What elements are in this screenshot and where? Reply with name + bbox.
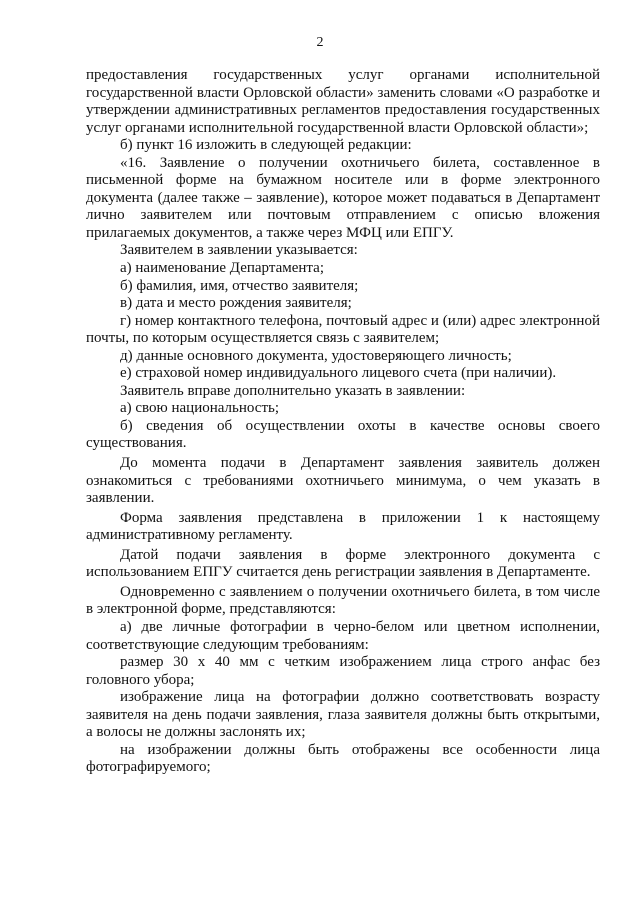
page-number: 2 [316,35,324,50]
list-item-b-hunting-basis: б) сведения об осуществлении охоты в качестве основы своего существования. [86,417,600,452]
list-item-a-department: а) наименование Департамента; [120,260,324,277]
paragraph-application-form: Форма заявления представлена в приложении 1 к настоящему административному регламенту. [86,509,600,544]
paragraph-photo-features: на изображении должны быть отображены все особенности лица фотографируемого; [86,741,600,776]
paragraph-additional-info: Заявитель вправе дополнительно указать в заявлении: [120,382,466,399]
paragraph-item-b-intro: б) пункт 16 изложить в следующей редакции: [120,137,412,154]
paragraph-photo-size: размер 30 х 40 мм с четким изображением лица строго анфас без головного убора; [86,654,600,688]
list-item-g-contacts: г) номер контактного телефона, почтовый адрес и (или) адрес электронной почты, по которым осуществляется связь с заявителем; [86,312,600,347]
list-item-a-photos: а) две личные фотографии в черно-белом или цветном исполнении, соответствующие следующим требованиям: [86,618,600,653]
document-body [86,67,600,777]
list-item-v-birth: в) дата и место рождения заявителя; [120,295,352,312]
list-item-b-name: б) фамилия, имя, отчество заявителя; [120,277,359,294]
paragraph-point-16: «16. Заявление о получении охотничьего билета, составленное в письменной форме на бумажном носителе или в форме электронного документа (далее также – заявление), которое может подаваться в Департамент лично заявителем или почтовым отправлением с описью вложения прилагаемых документов, а также через МФЦ или ЕПГУ. [86,154,600,241]
paragraph-hunting-minimum: До момента подачи в Департамент заявления заявитель должен ознакомиться с требованиями охотничьего минимума, о чем указать в заявлении. [86,455,600,507]
paragraph-applicant-indicates: Заявителем в заявлении указывается: [120,242,358,259]
list-item-a-nationality: а) свою национальность; [120,400,280,417]
paragraph-attachments: Одновременно с заявлением о получении охотничьего билета, в том числе в электронной форме, представляются: [86,583,600,618]
paragraph-photo-face: изображение лица на фотографии должно соответствовать возрасту заявителя на день подачи заявления, глаза заявителя должны быть открытыми, а волосы не должны заслонять их; [86,689,600,741]
list-item-e-insurance-number: е) страховой номер индивидуального лицевого счета (при наличии). [120,365,557,382]
paragraph-submission-date: Датой подачи заявления в форме электронного документа с использованием ЕПГУ считается день регистрации заявления в Департаменте. [86,546,600,581]
paragraph-continuation: предоставления государственных услуг органами исполнительной государственной власти Орловской области» заменить словами «О разработке и утверждении административных регламентов предоставления государственных услуг органами исполнительной государственной власти Орловской области»; [86,67,600,136]
list-item-d-identity-document: д) данные основного документа, удостоверяющего личность; [120,347,512,364]
